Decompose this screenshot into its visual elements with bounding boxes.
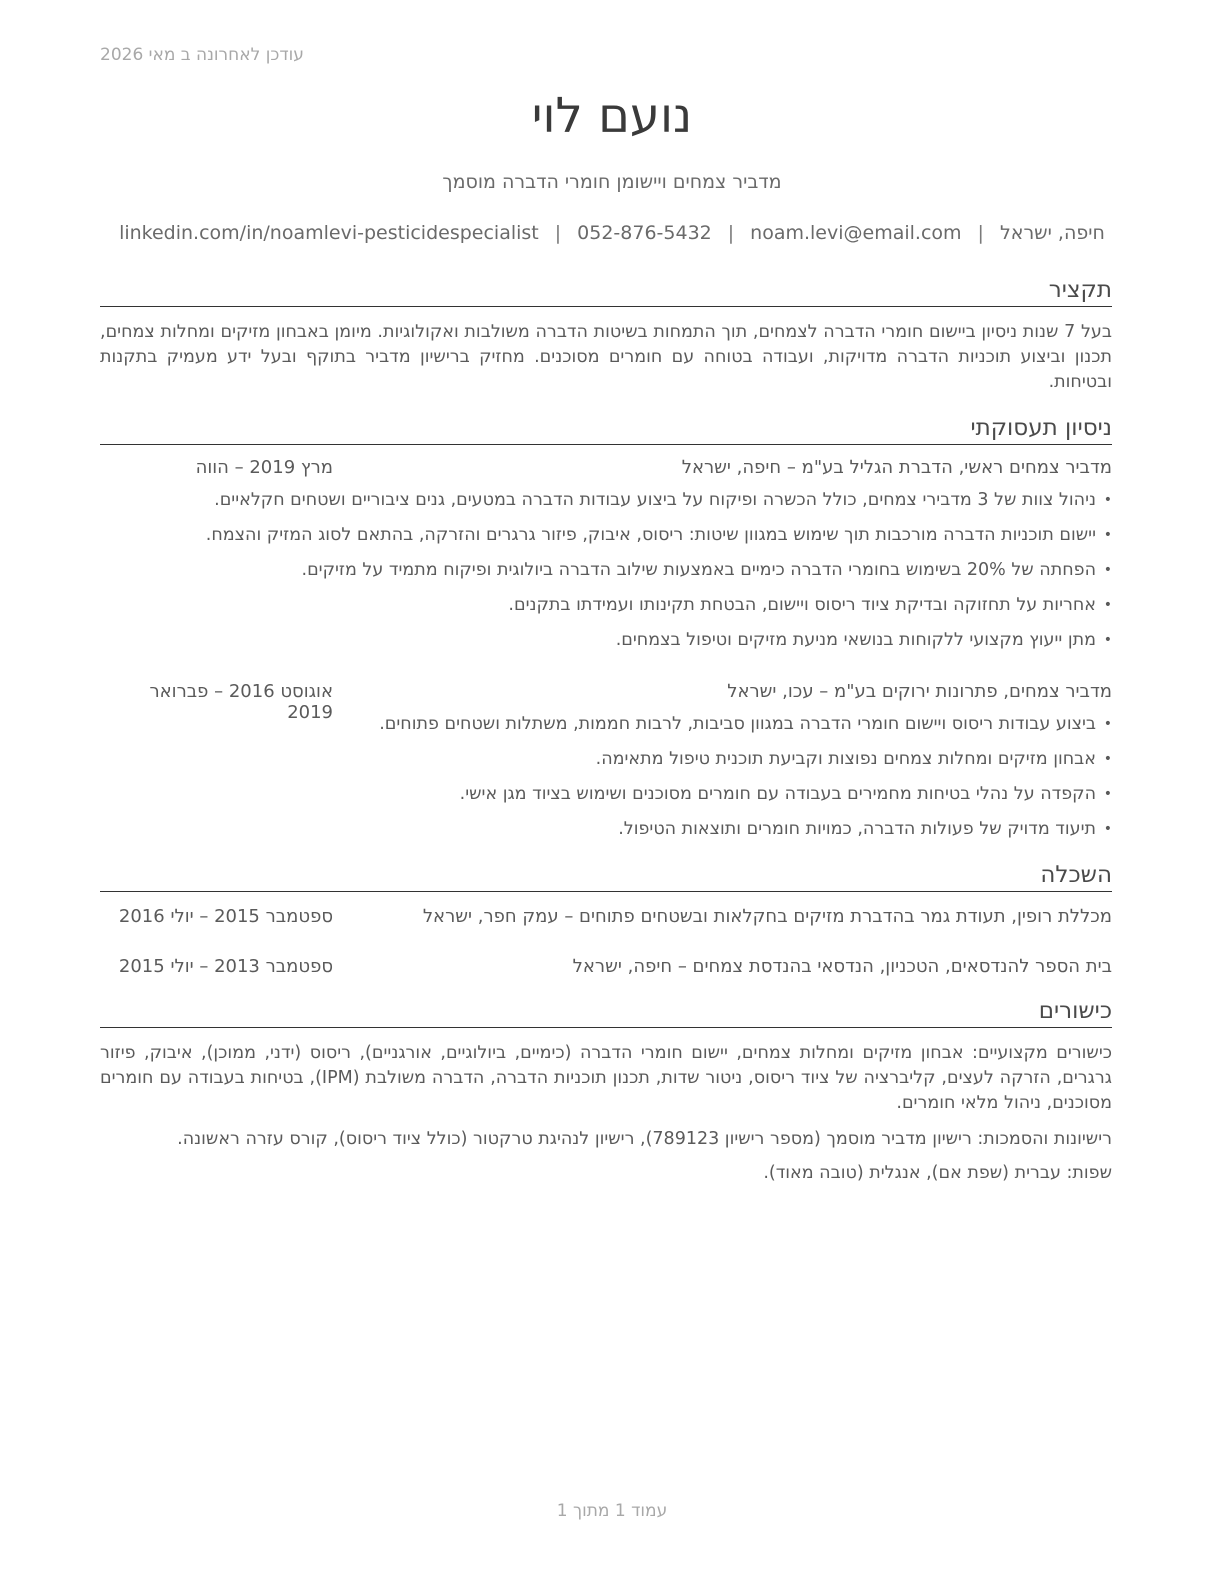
education-institution: מכללת רופין, תעודת גמר בהדברת מזיקים בחקלאות ובשטחים פתוחים – עמק חפר, ישראל: [422, 906, 1112, 927]
job-role: מדביר צמחים, פתרונות ירוקים בע"מ – עכו, ישראל: [727, 681, 1112, 702]
education-heading: השכלה: [100, 861, 1112, 892]
education-item: [100, 906, 1112, 932]
contact-email[interactable]: noam.levi@email.com: [750, 222, 962, 244]
job-bullet: • אבחון מזיקים ומחלות צמחים נפוצות וקביעת תוכנית טיפול מתאימה.: [100, 747, 1112, 782]
job-bullets: [100, 712, 1112, 852]
contact-separator: |: [554, 222, 562, 244]
contact-separator: |: [977, 222, 984, 244]
job-bullet: • ניהול צוות של 3 מדבירי צמחים, כולל הכשרה ופיקוח על ביצוע עבודות הדברה במטעים, גנים ציבוריים ושטחים חקלאיים.: [100, 488, 1112, 523]
education-institution: בית הספר להנדסאים, הטכניון, הנדסאי בהנדסת צמחים – חיפה, ישראל: [572, 956, 1112, 977]
summary-text: בעל 7 שנות ניסיון ביישום חומרי הדברה לצמחים, תוך התמחות בשיטות הדברה משולבות ואקולוגיות. מיומן באבחון מזיקים ומחלות צמחים, תכנון וביצוע תוכניות הדברה מדויקות, ועבודה בטוחה עם חומרים מסוכנים. מחזיק ברישיון מדביר בתוקף ובעל ידע מעמיק בתקנות ובטיחות.: [100, 322, 1112, 392]
last-updated: עודכן לאחרונה ב מאי 2026: [100, 45, 304, 65]
job-role: מדביר צמחים ראשי, הדברת הגליל בע"מ – חיפה, ישראל: [681, 457, 1112, 478]
job-bullet: • תיעוד מדויק של פעולות הדברה, כמויות חומרים ותוצאות הטיפול.: [100, 817, 1112, 852]
job-bullet: • מתן ייעוץ מקצועי ללקוחות בנושאי מניעת מזיקים וטיפול בצמחים.: [100, 628, 1112, 663]
contact-phone[interactable]: 052-876-5432: [577, 222, 712, 244]
candidate-name: נועם לוי: [531, 88, 693, 144]
candidate-title: מדביר צמחים ויישומן חומרי הדברה מוסמך: [442, 171, 782, 193]
job-bullet: • ביצוע עבודות ריסוס ויישום חומרי הדברה במגוון סביבות, לרבות חממות, משתלות ושטחים פתוחים.: [100, 712, 1112, 747]
skills-professional: כישורים מקצועיים: אבחון מזיקים ומחלות צמחים, יישום חומרי הדברה (כימיים, ביולוגיים, אורגניים), ריסוס (ידני, ממוכן), איבוק, פיזור גרגרים, הזרקה לעצים, קליברציה של ציוד ריסוס, ניטור שדות, תכנון תוכניות הדברה, הדברה משולבת (IPM), בטיחות בעבודה עם חומרים מסוכנים, ניהול מלאי חומרים.: [100, 1043, 1112, 1113]
experience-heading: ניסיון תעסוקתי: [100, 414, 1112, 445]
job-bullet: • אחריות על תחזוקה ובדיקת ציוד ריסוס ויישום, הבטחת תקינותו ועמידתו בתקנים.: [100, 593, 1112, 628]
contact-linkedin[interactable]: linkedin.com/in/noamlevi-pesticidespecialist: [119, 222, 539, 244]
contact-location: חיפה, ישראל: [999, 222, 1105, 244]
contact-separator: |: [727, 222, 735, 244]
skills-heading: כישורים: [100, 997, 1112, 1028]
job-header: [100, 681, 1112, 723]
job-bullet: • הקפדה על נהלי בטיחות מחמירים בעבודה עם חומרים מסוכנים ושימוש בציוד מגן אישי.: [100, 782, 1112, 817]
skills-languages: שפות: עברית (שפת אם), אנגלית (טובה מאוד).: [763, 1163, 1112, 1183]
page-number: עמוד 1 מתוך 1: [556, 1501, 668, 1521]
summary-heading: תקציר: [100, 276, 1112, 307]
education-item: [100, 956, 1112, 982]
contact-line: [0, 222, 1224, 244]
job-header: [100, 457, 1112, 483]
skills-licenses: רישיונות והסמכות: רישיון מדביר מוסמך (מספר רישיון 789123), רישיון לנהיגת טרקטור (כולל ציוד ריסוס), קורס עזרה ראשונה.: [177, 1129, 1112, 1149]
job-bullet: • יישום תוכניות הדברה מורכבות תוך שימוש במגוון שיטות: ריסוס, איבוק, פיזור גרגרים והזרקה, בהתאם לסוג המזיק והצמח.: [100, 523, 1112, 558]
job-bullet: • הפחתה של 20% בשימוש בחומרי הדברה כימיים באמצעות שילוב הדברה ביולוגית ופיקוח מתמיד על מזיקים.: [100, 558, 1112, 593]
job-bullets: [100, 488, 1112, 663]
job-dates: מרץ 2019 – הווה: [195, 457, 333, 478]
education-dates: ספטמבר 2013 – יולי 2015: [118, 956, 333, 977]
job-dates: אוגוסט 2016 – פברואר 2019: [149, 681, 333, 723]
education-dates: ספטמבר 2015 – יולי 2016: [118, 906, 333, 927]
